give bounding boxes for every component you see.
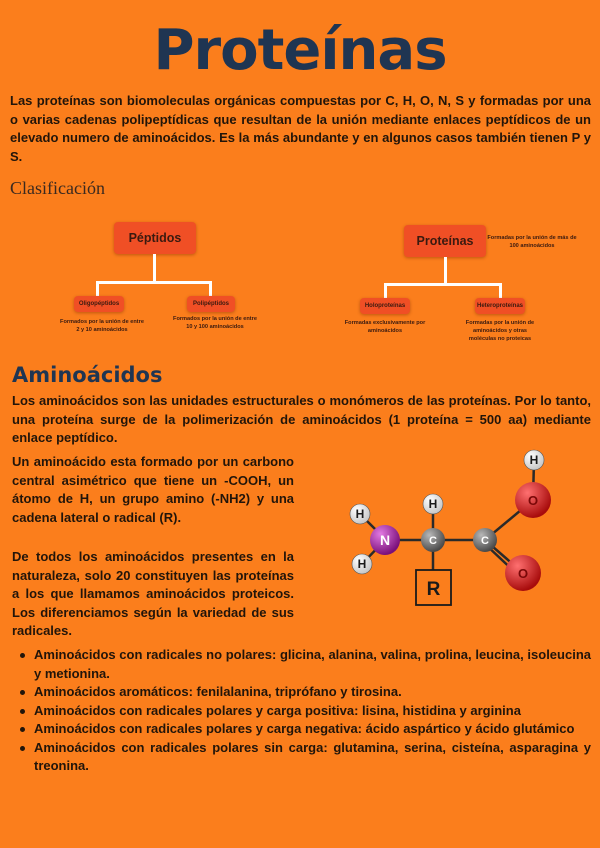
connector <box>96 281 212 284</box>
connector <box>209 281 212 296</box>
oxygen-atom <box>505 555 541 591</box>
aminoacidos-paragraph-3: De todos los aminoácidos presentes en la naturaleza, solo 20 constituyen las proteínas a los que llamamos aminoácidos proteicos. Los diferenciamos según la variedad de sus radicales. <box>12 549 294 638</box>
hydrogen-atom <box>423 494 443 514</box>
oligopeptidos-box: Oligopéptidos <box>74 296 124 312</box>
svg-text:H: H <box>357 557 367 571</box>
holoproteinas-desc: Formadas exclusivamente por aminoácidos <box>344 320 426 334</box>
proteinas-desc: Formadas por la unión de más de 100 aminoácidos <box>487 235 577 249</box>
connector <box>96 281 99 296</box>
list-item: Aminoácidos aromáticos: fenilalanina, triprófano y tirosina. <box>12 683 591 702</box>
connector <box>384 283 387 298</box>
holoproteinas-box: Holoproteínas <box>360 298 410 314</box>
list-item: Aminoácidos con radicales polares y carga positiva: lisina, histidina y arginina <box>12 702 591 721</box>
connector <box>499 283 502 298</box>
svg-text:H: H <box>529 453 539 467</box>
carbon-atom <box>473 528 497 552</box>
page-title: Proteínas <box>153 18 447 83</box>
oligopeptidos-desc: Formados por la unión de entre 2 y 10 aminoácidos <box>60 319 144 333</box>
svg-text:H: H <box>428 497 438 511</box>
hydrogen-atom <box>350 504 370 524</box>
intro-paragraph: Las proteínas son biomoleculas orgánicas compuestas por C, H, O, N, S y formadas por una o varias cadenas polipeptídicas que resultan de la unión mediante enlaces peptídicos de un elevado numero de aminoácidos. Es la más abundante y en algunos casos también tienen P y S. <box>10 93 591 164</box>
hydrogen-atom <box>524 450 544 470</box>
svg-text:O: O <box>517 566 529 581</box>
svg-text:O: O <box>527 493 539 508</box>
oxygen-atom <box>515 482 551 518</box>
connector <box>444 257 447 284</box>
connector <box>384 283 502 286</box>
connector <box>153 254 156 282</box>
aminoacid-molecule-diagram <box>340 440 560 615</box>
heteroproteinas-desc: Formadas por la unión de aminoácidos y otras moléculas no proteicas <box>465 320 535 342</box>
svg-text:N: N <box>379 532 391 548</box>
peptidos-box: Péptidos <box>114 222 196 254</box>
list-item: Aminoácidos con radicales polares sin carga: glutamina, serina, cisteína, asparagina y treonina. <box>12 739 591 776</box>
aminoacidos-paragraph-1: Los aminoácidos son las unidades estructurales o monómeros de las proteínas. Por lo tanto, una proteína surge de la polimerización de aminoácidos (1 proteína = 500 aa) mediante enlace peptídico. <box>12 393 591 445</box>
heteroproteinas-box: Heteroproteínas <box>475 298 525 314</box>
svg-text:C: C <box>481 535 489 547</box>
aminoacid-types-list <box>12 646 591 776</box>
proteinas-box: Proteínas <box>404 225 486 257</box>
polipeptidos-desc: Formados por la unión de entre 10 y 100 aminoácidos <box>173 316 257 330</box>
svg-text:H: H <box>355 507 365 521</box>
bonds <box>357 460 534 575</box>
classification-heading: Clasificación <box>10 178 105 198</box>
polipeptidos-box: Polipéptidos <box>187 296 235 312</box>
radical-box <box>416 570 451 605</box>
aminoacidos-paragraph-2: Un aminoácido esta formado por un carbono central asimétrico que tiene un -COOH, un átomo de H, un grupo amino (-NH2) y una cadena lateral o radical (R). <box>12 454 294 525</box>
svg-text:C: C <box>429 535 437 547</box>
hydrogen-atom <box>352 554 372 574</box>
list-item: Aminoácidos con radicales polares y carga negativa: ácido aspártico y ácido glutámico <box>12 720 591 739</box>
list-item: Aminoácidos con radicales no polares: glicina, alanina, valina, prolina, leucina, isoleucina y metionina. <box>12 646 591 683</box>
svg-text:R: R <box>426 579 441 600</box>
aminoacidos-heading: Aminoácidos <box>12 363 163 387</box>
nitrogen-atom <box>370 525 400 555</box>
carbon-atom <box>421 528 445 552</box>
